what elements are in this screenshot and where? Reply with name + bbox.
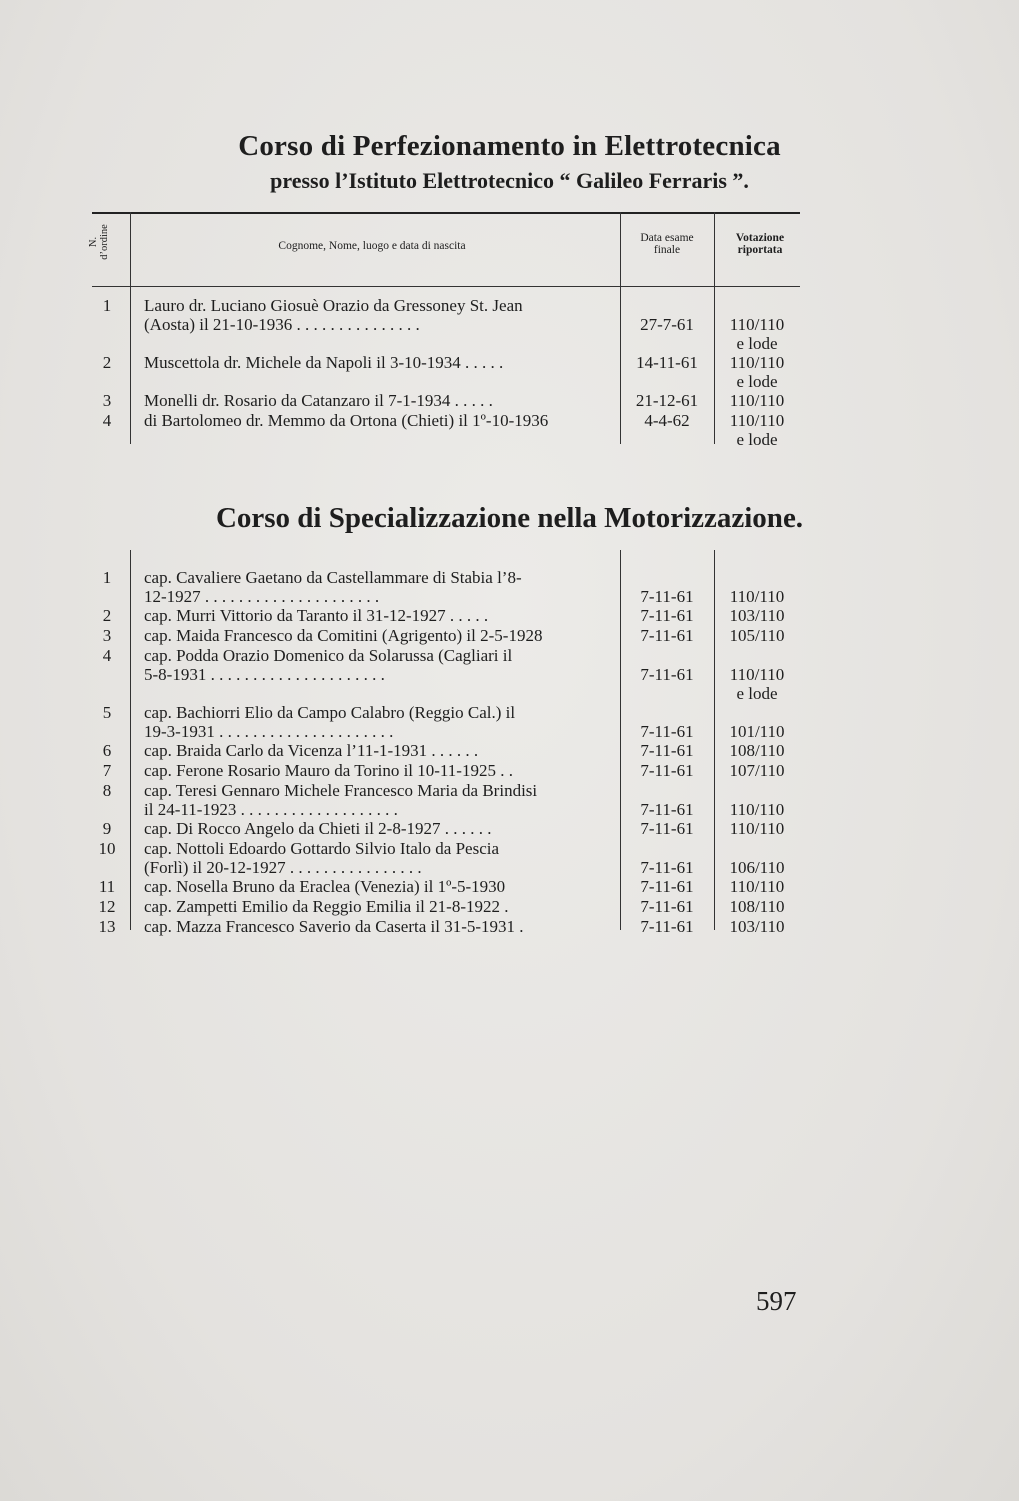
row-number: 11 <box>98 877 116 896</box>
table-perfezionamento <box>88 212 800 449</box>
row-name <box>144 626 606 645</box>
row-vote-line: 110/110 <box>729 411 785 430</box>
row-vote <box>714 626 800 645</box>
row-name-line: cap. Di Rocco Angelo da Chieti il 2-8-1927 . . . . . . <box>144 819 492 838</box>
row-name <box>144 568 606 606</box>
row-vote <box>714 917 800 936</box>
row-date: 7-11-61 <box>640 722 694 741</box>
row-vote-line: 110/110 <box>729 587 785 606</box>
row-name <box>144 391 606 410</box>
table-motorizzazione <box>92 550 800 936</box>
row-name-line: cap. Zampetti Emilio da Reggio Emilia il 21-8-1922 . <box>144 897 509 916</box>
row-date: 27-7-61 <box>640 315 694 334</box>
row-date: 7-11-61 <box>640 587 694 606</box>
row-name-line: cap. Nosella Bruno da Eraclea (Venezia) il 1º-5-1930 <box>144 877 506 896</box>
row-name <box>144 296 606 334</box>
row-name <box>144 761 606 780</box>
section1-title: Corso di Perfezionamento in Elettrotecnica <box>238 130 781 162</box>
row-date: 7-11-61 <box>640 800 694 819</box>
row-number: 1 <box>102 568 112 587</box>
row-name <box>144 741 606 760</box>
row-name-line: cap. Nottoli Edoardo Gottardo Silvio Italo da Pescia <box>144 839 500 858</box>
row-name-line: cap. Bachiorri Elio da Campo Calabro (Reggio Cal.) il <box>144 703 516 722</box>
row-number: 13 <box>98 917 116 936</box>
row-vote-line: 106/110 <box>729 858 785 877</box>
row-name-line: cap. Murri Vittorio da Taranto il 31-12-1927 . . . . . <box>144 606 489 625</box>
row-vote-line: 105/110 <box>729 626 785 645</box>
row-vote-line: e lode <box>736 684 778 703</box>
row-vote <box>714 411 800 449</box>
row-vote <box>714 391 800 410</box>
row-vote-line: 110/110 <box>729 353 785 372</box>
row-name-line: (Forlì) il 20-12-1927 . . . . . . . . . . . . . . . . <box>144 858 422 877</box>
row-name-line: cap. Mazza Francesco Saverio da Caserta il 31-5-1931 . <box>144 917 524 936</box>
row-vote-line: 103/110 <box>729 606 785 625</box>
row-name-line: il 24-11-1923 . . . . . . . . . . . . . . . . . . . <box>144 800 398 819</box>
row-name-line: cap. Maida Francesco da Comitini (Agrigento) il 2-5-1928 <box>144 626 543 645</box>
row-number: 7 <box>102 761 112 780</box>
row-vote-line: 103/110 <box>729 917 785 936</box>
row-vote-line: e lode <box>736 334 778 353</box>
row-date: 7-11-61 <box>640 917 694 936</box>
row-name <box>144 917 606 936</box>
row-name-line: Muscettola dr. Michele da Napoli il 3-10-1934 . . . . . <box>144 353 504 372</box>
row-name <box>144 411 606 430</box>
header-vote: Votazione riportata <box>735 232 785 256</box>
row-name <box>144 606 606 625</box>
row-vote-line: 110/110 <box>729 315 785 334</box>
row-vote <box>714 665 800 703</box>
row-number: 8 <box>102 781 112 800</box>
row-vote <box>714 587 800 606</box>
row-date: 7-11-61 <box>640 741 694 760</box>
row-vote-line: 107/110 <box>729 761 785 780</box>
row-vote <box>714 722 800 741</box>
row-number: 3 <box>102 391 112 410</box>
section2-title: Corso di Specializzazione nella Motorizzazione. <box>215 502 804 534</box>
row-vote-line: 101/110 <box>729 722 785 741</box>
row-vote <box>714 800 800 819</box>
row-name-line: Lauro dr. Luciano Giosuè Orazio da Gressoney St. Jean <box>144 296 523 315</box>
row-name <box>144 703 606 741</box>
row-date: 21-12-61 <box>635 391 699 410</box>
row-number: 2 <box>102 606 112 625</box>
row-vote <box>714 761 800 780</box>
row-name-line: (Aosta) il 21-10-1936 . . . . . . . . . . . . . . . <box>144 315 420 334</box>
row-date: 7-11-61 <box>640 761 694 780</box>
row-vote <box>714 877 800 896</box>
row-name-line: 12-1927 . . . . . . . . . . . . . . . . . . . . . <box>144 587 380 606</box>
section1-subtitle: presso l’Istituto Elettrotecnico “ Galileo Ferraris ”. <box>270 168 749 193</box>
row-name-line: cap. Ferone Rosario Mauro da Torino il 10-11-1925 . . <box>144 761 513 780</box>
row-date: 7-11-61 <box>640 606 694 625</box>
row-name-line: cap. Podda Orazio Domenico da Solarussa (Cagliari il <box>144 646 513 665</box>
row-number: 4 <box>102 646 112 665</box>
row-number: 1 <box>102 296 112 315</box>
row-name <box>144 877 606 896</box>
row-number: 5 <box>102 703 112 722</box>
row-number: 6 <box>102 741 112 760</box>
row-number: 10 <box>98 839 116 858</box>
header-name: Cognome, Nome, luogo e data di nascita <box>278 240 466 252</box>
row-date: 7-11-61 <box>640 858 694 877</box>
row-number: 2 <box>102 353 112 372</box>
row-name-line: 5-8-1931 . . . . . . . . . . . . . . . . . . . . . <box>144 665 385 684</box>
row-name <box>144 646 606 684</box>
row-name-line: cap. Teresi Gennaro Michele Francesco Maria da Brindisi <box>144 781 538 800</box>
row-vote-line: 108/110 <box>729 741 785 760</box>
row-vote <box>714 741 800 760</box>
row-name <box>144 839 606 877</box>
row-date: 7-11-61 <box>640 877 694 896</box>
row-vote <box>714 897 800 916</box>
row-date: 7-11-61 <box>640 897 694 916</box>
row-name <box>144 819 606 838</box>
row-date: 14-11-61 <box>636 353 698 372</box>
row-name <box>144 781 606 819</box>
row-date: 4-4-62 <box>644 411 690 430</box>
row-vote-line: 110/110 <box>729 819 785 838</box>
row-vote <box>714 353 800 391</box>
row-vote-line: e lode <box>736 372 778 391</box>
page-number: 597 <box>756 1286 797 1316</box>
row-name <box>144 353 606 372</box>
row-name-line: di Bartolomeo dr. Memmo da Ortona (Chieti) il 1º-10-1936 <box>144 411 549 430</box>
row-name-line: cap. Cavaliere Gaetano da Castellammare di Stabia l’8- <box>144 568 522 587</box>
row-date: 7-11-61 <box>640 626 694 645</box>
row-date: 7-11-61 <box>640 819 694 838</box>
row-vote-line: 110/110 <box>729 391 785 410</box>
header-date: Data esame finale <box>640 232 694 256</box>
row-name <box>144 897 606 916</box>
row-number: 12 <box>98 897 116 916</box>
row-name-line: Monelli dr. Rosario da Catanzaro il 7-1-1934 . . . . . <box>144 391 493 410</box>
row-name-line: cap. Braida Carlo da Vicenza l’11-1-1931 . . . . . . <box>144 741 479 760</box>
row-name-line: 19-3-1931 . . . . . . . . . . . . . . . . . . . . . <box>144 722 394 741</box>
row-number: 4 <box>102 411 112 430</box>
row-vote-line: e lode <box>736 430 778 449</box>
header-n-ordine: N. d’ordine <box>88 224 110 260</box>
row-vote <box>714 858 800 877</box>
row-vote-line: 110/110 <box>729 877 785 896</box>
row-vote <box>714 819 800 838</box>
row-number: 3 <box>102 626 112 645</box>
row-vote-line: 110/110 <box>729 665 785 684</box>
row-date: 7-11-61 <box>640 665 694 684</box>
row-vote <box>714 606 800 625</box>
row-vote <box>714 315 800 353</box>
row-vote-line: 110/110 <box>729 800 785 819</box>
row-number: 9 <box>102 819 112 838</box>
row-vote-line: 108/110 <box>729 897 785 916</box>
